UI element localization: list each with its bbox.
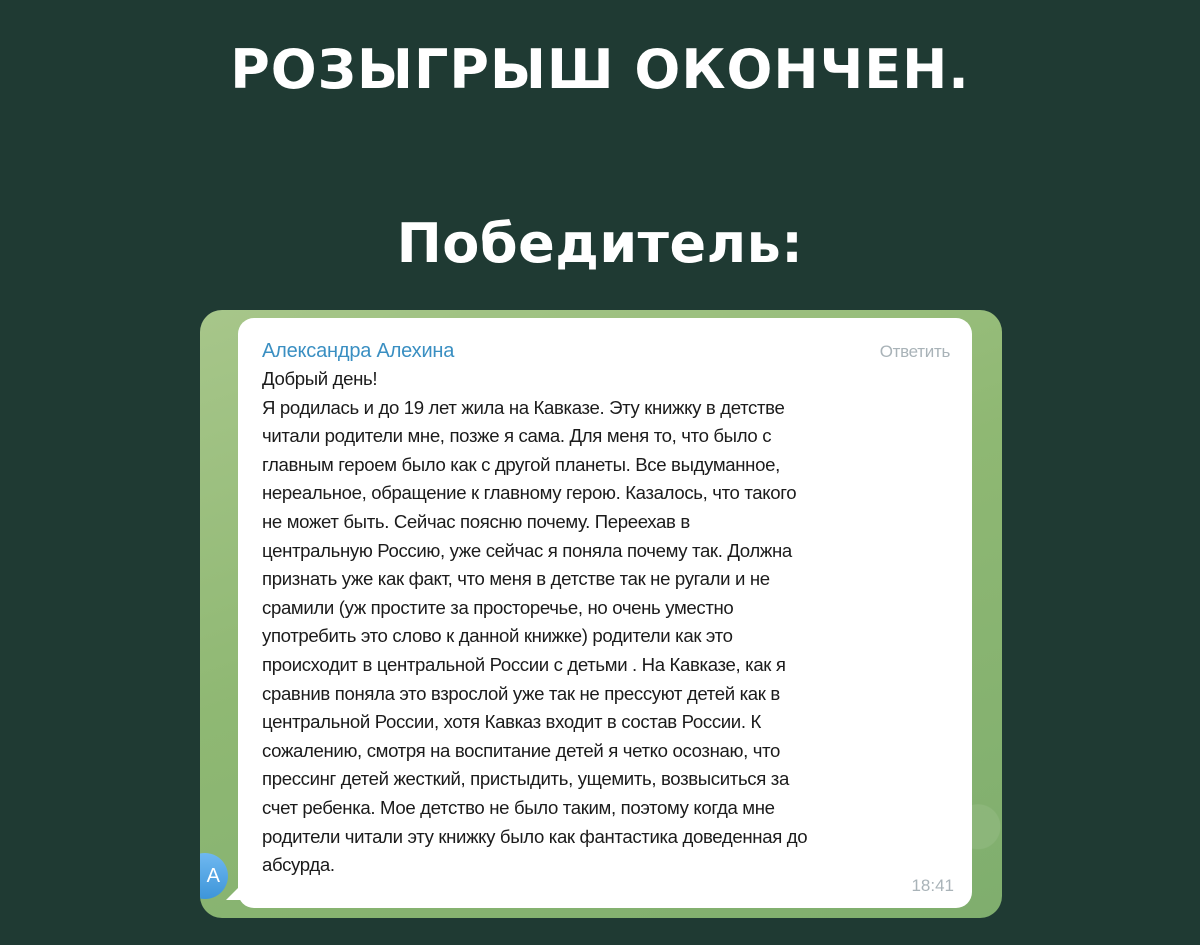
message-line: центральной России, хотя Кавказ входит в состав России. К bbox=[262, 711, 761, 733]
message-line: не может быть. Сейчас поясню почему. Переехав в bbox=[262, 510, 690, 532]
message-line: употребить это слово к данной книжке) родители как это bbox=[262, 625, 733, 647]
message-line: признать уже как факт, что меня в детстве так не ругали и не bbox=[262, 568, 770, 590]
message-line: читали родители мне, позже я сама. Для меня то, что было с bbox=[262, 425, 772, 447]
message-line: счет ребенка. Мое детство не было таким, поэтому когда мне bbox=[262, 796, 775, 818]
message-line: центральную Россию, уже сейчас я поняла почему так. Должна bbox=[262, 539, 792, 561]
winner-heading: Победитель: bbox=[396, 212, 804, 275]
message-line: абсурда. bbox=[262, 854, 335, 876]
message-line: Добрый день! bbox=[262, 368, 378, 389]
headline-title: РОЗЫГРЫШ ОКОНЧЕН. bbox=[230, 38, 970, 101]
reply-button[interactable]: Ответить bbox=[879, 342, 950, 361]
message-line: нереальное, обращение к главному герою. Казалось, что такого bbox=[262, 482, 797, 504]
message-timestamp: 18:41 bbox=[911, 876, 954, 895]
message-line: прессинг детей жесткий, пристыдить, ущемить, возвыситься за bbox=[262, 768, 789, 790]
message-line: сравнив поняла это взрослой уже так не прессуют детей как в bbox=[262, 682, 780, 704]
message-line: родители читали эту книжку было как фантастика доведенная до bbox=[262, 825, 808, 847]
message-line: сожалению, смотря на воспитание детей я четко осознаю, что bbox=[262, 739, 780, 761]
message-line: срамили (уж простите за просторечье, но очень уместно bbox=[262, 596, 734, 618]
message-bubble[interactable] bbox=[238, 318, 972, 908]
message-line: происходит в центральной России с детьми . На Кавказе, как я bbox=[262, 653, 786, 675]
message-header bbox=[262, 340, 950, 363]
sender-avatar[interactable]: А bbox=[200, 853, 228, 899]
chat-screenshot bbox=[200, 310, 1002, 918]
message-text bbox=[262, 365, 952, 880]
message-line: Я родилась и до 19 лет жила на Кавказе. Эту книжку в детстве bbox=[262, 396, 785, 418]
message-line: главным героем было как с другой планеты. Все выдуманное, bbox=[262, 453, 780, 475]
sender-name[interactable]: Александра Алехина bbox=[262, 340, 455, 362]
